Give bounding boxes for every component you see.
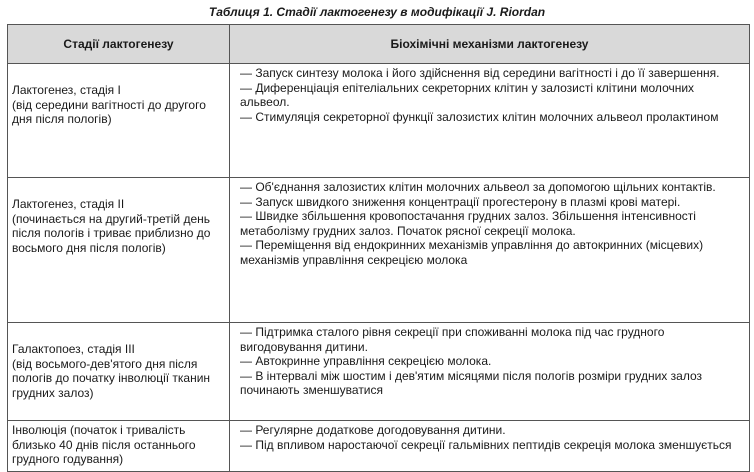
stage-name: Галактопоез, стадія III: [12, 342, 135, 356]
stage-name: Інволюція (початок і тривалість близько 40 днів після останнього грудного годування): [12, 423, 196, 467]
table-row: [8, 64, 750, 178]
lactogenesis-table: [7, 24, 750, 472]
mechanism-item: — Об'єднання залозистих клітин молочних альвеол за допомогою щільних контактів.: [240, 180, 716, 194]
table-caption: Таблиця 1. Стадії лактогенезу в модифікації J. Riordan: [208, 5, 546, 19]
mechanism-item: — Переміщення від ендокринних механізмів управління до автокринних (місцевих) механізмів управління секрецією молока: [240, 238, 704, 267]
mechanisms-cell: [230, 178, 750, 323]
stage-cell: [8, 323, 230, 421]
stage-note: (від середини вагітності до другого дня після пологів): [12, 97, 206, 127]
header-mechanisms: Біохімічні механізми лактогенезу: [230, 25, 750, 64]
mechanism-item: — Під впливом наростаючої секреції гальмівних пептидів секреція молока зменшується: [240, 437, 732, 452]
table-row: [8, 421, 750, 472]
stage-name: Лактогенез, стадія I: [12, 83, 121, 97]
mechanisms-cell: [230, 421, 750, 472]
header-stage: Стадії лактогенезу: [8, 25, 230, 64]
mechanism-item: — Запуск синтезу молока і його здійснення від середини вагітності і до її завершення.: [240, 66, 720, 80]
stage-cell: [8, 64, 230, 178]
stage-name: Лактогенез, стадія II: [12, 197, 125, 211]
mechanism-item: — Підтримка сталого рівня секреції при споживанні молока під час грудного вигодовування дитини.: [240, 325, 665, 354]
table-row: [8, 178, 750, 323]
header-row: [8, 25, 750, 64]
stage-cell: [8, 178, 230, 323]
mechanism-item: — В інтервалі між шостим і дев'ятим місяцями після пологів розміри грудних залоз починають зменшуватися: [240, 368, 702, 398]
mechanisms-cell: [230, 64, 750, 178]
table-row: [8, 323, 750, 421]
mechanism-item: — Диференціація епітеліальних секреторних клітин у залозисті клітини молочних альвеол.: [240, 80, 695, 110]
stage-cell: [8, 421, 230, 472]
mechanism-item: — Регулярне додаткове догодовування дитини.: [240, 423, 506, 437]
stage-note: (починається на другий-третій день після пологів і триває приблизно до восьмого дня після пологів): [12, 211, 211, 255]
mechanism-item: — Запуск швидкого зниження концентрації прогестерону в плазмі крові матері.: [240, 194, 681, 209]
stage-note: (від восьмого-дев'ятого дня після пологів до початку інволюції тканин грудних залоз): [12, 356, 211, 400]
mechanism-item: — Стимуляція секреторної функції залозистих клітин молочних альвеол пролактином: [240, 109, 719, 124]
mechanism-item: — Автокринне управління секрецією молока.: [240, 354, 492, 369]
mechanism-item: — Швидке збільшення кровопостачання грудних залоз. Збільшення інтенсивності метаболізму грудних залоз. Початок рясної секреції молока.: [240, 209, 696, 238]
mechanisms-cell: [230, 323, 750, 421]
